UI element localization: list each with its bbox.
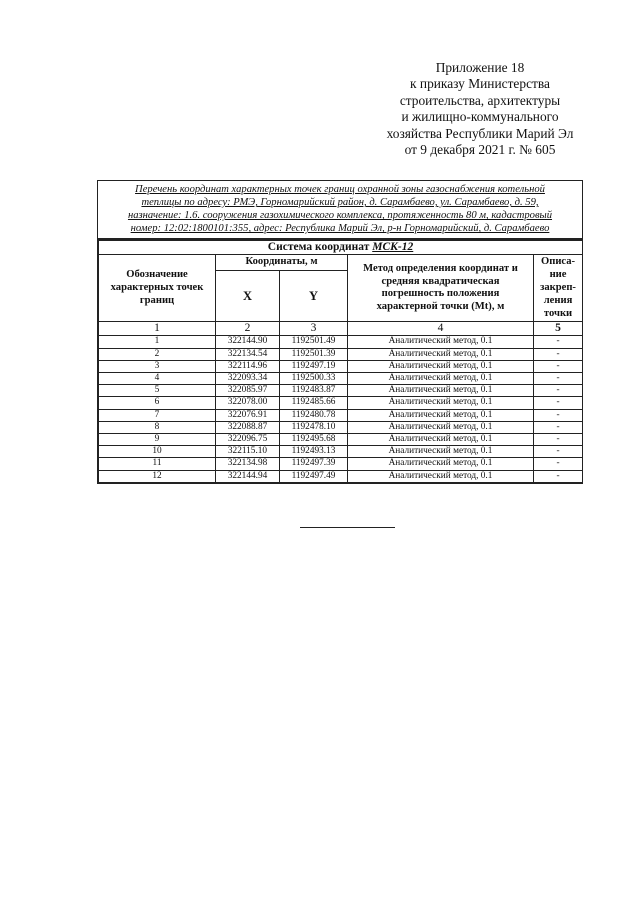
cell-point: 2	[99, 348, 216, 360]
appendix-line: хозяйства Республики Марий Эл	[386, 125, 574, 141]
cell-method: Аналитический метод, 0.1	[348, 470, 534, 482]
coordinates-table	[98, 240, 583, 482]
cell-point: 1	[99, 336, 216, 348]
cell-point: 7	[99, 409, 216, 421]
table-row	[99, 421, 583, 433]
cell-y: 1192495.68	[280, 433, 348, 445]
cell-y: 1192501.49	[280, 336, 348, 348]
cell-desc: -	[534, 348, 583, 360]
cell-desc: -	[534, 372, 583, 384]
table-row	[99, 360, 583, 372]
cell-x: 322114.96	[216, 360, 280, 372]
cell-y: 1192493.13	[280, 446, 348, 458]
cell-method: Аналитический метод, 0.1	[348, 421, 534, 433]
title-line: номер: 12:02:1800101:355, адрес: Республика Марий Эл, р-н Горномарийский, д. Сарамбаево	[130, 223, 550, 235]
title-line: теплицы по адресу: РМЭ, Горномарийский район, д. Сарамбаево, ул. Сарамбаево, д. 59,	[141, 197, 539, 209]
cell-desc: -	[534, 470, 583, 482]
cell-desc: -	[534, 446, 583, 458]
table-row	[99, 336, 583, 348]
document-title	[98, 181, 582, 240]
cell-method: Аналитический метод, 0.1	[348, 409, 534, 421]
appendix-line: и жилищно-коммунального	[401, 109, 559, 125]
cell-y: 1192500.33	[280, 372, 348, 384]
cell-method: Аналитический метод, 0.1	[348, 360, 534, 372]
header-row	[99, 255, 583, 271]
title-line: Перечень координат характерных точек границ охранной зоны газоснабжения котельной	[135, 184, 545, 195]
cell-desc: -	[534, 336, 583, 348]
coordinate-system	[99, 241, 583, 255]
cell-desc: -	[534, 385, 583, 397]
cell-method: Аналитический метод, 0.1	[348, 397, 534, 409]
table-row	[99, 385, 583, 397]
table-row	[99, 397, 583, 409]
appendix-line: к приказу Министерства	[410, 76, 550, 92]
cell-point: 6	[99, 397, 216, 409]
appendix-header	[330, 60, 630, 158]
cell-method: Аналитический метод, 0.1	[348, 385, 534, 397]
cell-x: 322144.94	[216, 470, 280, 482]
cell-point: 12	[99, 470, 216, 482]
cell-x: 322078.00	[216, 397, 280, 409]
cell-point: 9	[99, 433, 216, 445]
end-divider	[300, 527, 395, 528]
cell-point: 11	[99, 458, 216, 470]
cell-desc: -	[534, 433, 583, 445]
table-row	[99, 458, 583, 470]
cell-desc: -	[534, 458, 583, 470]
coordinate-system-row	[99, 241, 583, 255]
cell-desc: -	[534, 421, 583, 433]
table-row	[99, 470, 583, 482]
cell-y: 1192497.39	[280, 458, 348, 470]
cell-method: Аналитический метод, 0.1	[348, 372, 534, 384]
cell-y: 1192480.78	[280, 409, 348, 421]
column-number-row	[99, 322, 583, 336]
cell-y: 1192483.87	[280, 385, 348, 397]
table-row	[99, 409, 583, 421]
cell-point: 8	[99, 421, 216, 433]
coordinate-system-label: Система координат	[267, 241, 370, 254]
cell-x: 322115.10	[216, 446, 280, 458]
header-x: X	[216, 271, 280, 322]
header-description: Описа-ние закреп-ления точки	[534, 255, 583, 322]
table-body	[99, 336, 583, 482]
table-row	[99, 433, 583, 445]
column-number: 2	[216, 322, 280, 336]
cell-y: 1192497.19	[280, 360, 348, 372]
cell-x: 322076.91	[216, 409, 280, 421]
cell-y: 1192501.39	[280, 348, 348, 360]
cell-point: 5	[99, 385, 216, 397]
cell-point: 4	[99, 372, 216, 384]
cell-x: 322088.87	[216, 421, 280, 433]
cell-point: 10	[99, 446, 216, 458]
title-line: назначение: 1.6. сооружения газохимического комплекса, протяженность 80 м, кадастровый	[127, 210, 553, 222]
cell-method: Аналитический метод, 0.1	[348, 458, 534, 470]
header-y: Y	[280, 271, 348, 322]
cell-method: Аналитический метод, 0.1	[348, 348, 534, 360]
column-number: 3	[280, 322, 348, 336]
table-row	[99, 446, 583, 458]
cell-desc: -	[534, 397, 583, 409]
cell-x: 322134.54	[216, 348, 280, 360]
table-row	[99, 372, 583, 384]
column-number: 1	[99, 322, 216, 336]
appendix-line: строительства, архитектуры	[399, 92, 561, 108]
table-row	[99, 348, 583, 360]
cell-x: 322085.97	[216, 385, 280, 397]
column-number: 5	[534, 322, 583, 336]
cell-method: Аналитический метод, 0.1	[348, 446, 534, 458]
cell-y: 1192478.10	[280, 421, 348, 433]
cell-x: 322134.98	[216, 458, 280, 470]
cell-x: 322093.34	[216, 372, 280, 384]
cell-desc: -	[534, 409, 583, 421]
cell-x: 322096.75	[216, 433, 280, 445]
document-frame	[97, 180, 583, 484]
header-point: Обозначение характерных точек границ	[99, 255, 216, 322]
table-head	[99, 241, 583, 336]
cell-y: 1192497.49	[280, 470, 348, 482]
appendix-line: от 9 декабря 2021 г. № 605	[404, 142, 556, 158]
cell-method: Аналитический метод, 0.1	[348, 336, 534, 348]
cell-y: 1192485.66	[280, 397, 348, 409]
cell-method: Аналитический метод, 0.1	[348, 433, 534, 445]
column-number: 4	[348, 322, 534, 336]
appendix-line: Приложение 18	[435, 60, 525, 75]
header-coordinates: Координаты, м	[216, 255, 348, 271]
cell-point: 3	[99, 360, 216, 372]
cell-desc: -	[534, 360, 583, 372]
coordinate-system-name: МСК-12	[372, 241, 414, 254]
cell-x: 322144.90	[216, 336, 280, 348]
header-method: Метод определения координат и средняя квадратическая погрешность положения характерной точки (Mt), м	[348, 255, 534, 322]
